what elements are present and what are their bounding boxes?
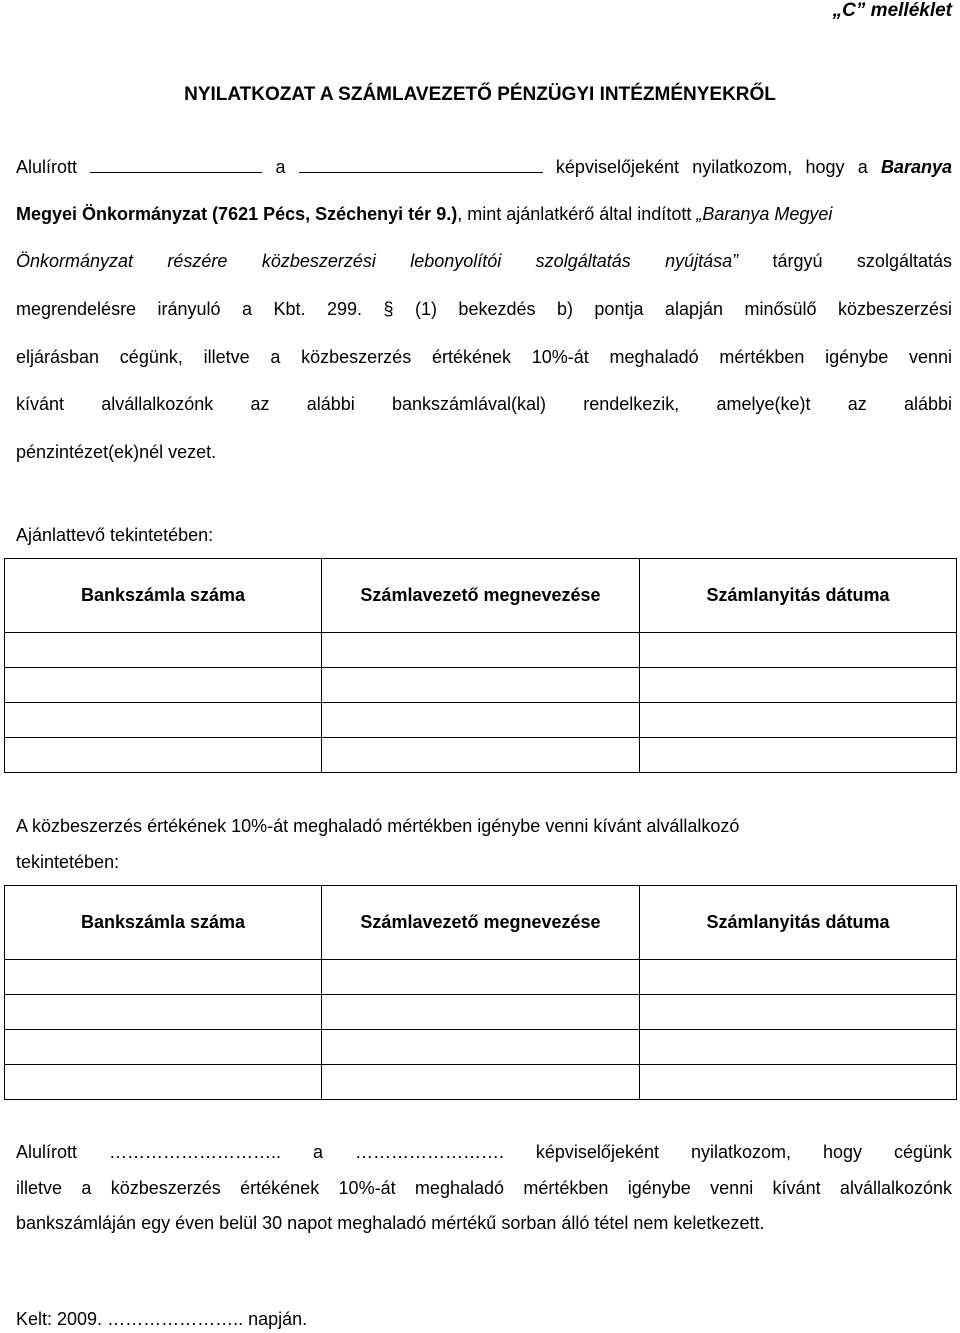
table-cell[interactable] [5, 738, 322, 773]
table-cell[interactable] [640, 960, 957, 995]
table-row [5, 1065, 957, 1100]
table-cell[interactable] [640, 703, 957, 738]
table-cell[interactable] [322, 995, 640, 1030]
table-cell[interactable] [322, 668, 640, 703]
subcontractor-bank-table [4, 885, 957, 1100]
table-cell[interactable] [5, 633, 322, 668]
table-cell[interactable] [322, 960, 640, 995]
column-opening-date: Számlanyitás dátuma [640, 559, 957, 633]
company-blank [299, 154, 543, 173]
representative-text: képviselőjeként nyilatkozom, hogy a [555, 157, 868, 177]
table-row [5, 995, 957, 1030]
declaration-line-7: pénzintézet(ek)nél vezet. [16, 442, 217, 462]
line2-text: , mint ajánlatkérő által indított [457, 204, 697, 224]
table-cell[interactable] [640, 995, 957, 1030]
closing-line-1: Alulírott ……………………….. a ……………………. képviselőjeként nyilatkozom, hogy cégünk [16, 1142, 952, 1162]
table-cell[interactable] [5, 995, 322, 1030]
section2-heading-line-2: tekintetében: [16, 852, 120, 872]
table-cell[interactable] [5, 668, 322, 703]
declaration-line-2 [16, 202, 952, 226]
table-cell[interactable] [322, 738, 640, 773]
section1-heading: Ajánlattevő tekintetében: [16, 525, 214, 545]
table-cell[interactable] [640, 633, 957, 668]
declaration-line-1 [16, 154, 952, 178]
declaration-line-5: eljárásban cégünk, illetve a közbeszerzés értékének 10%-át meghaladó mértékben igénybe venni [16, 347, 952, 367]
table-row [5, 703, 957, 738]
project-title-part1: „Baranya Megyei [696, 204, 833, 224]
table-row [5, 960, 957, 995]
table-row [5, 633, 957, 668]
table-row [5, 738, 957, 773]
column-bank-name: Számlavezető megnevezése [322, 886, 640, 960]
table-cell[interactable] [322, 1065, 640, 1100]
contracting-authority: Megyei Önkormányzat (7621 Pécs, Széchenyi tér 9.) [16, 204, 458, 224]
table-row [5, 668, 957, 703]
bidder-bank-table [4, 558, 957, 773]
table-header-row [5, 559, 957, 633]
column-account-number: Bankszámla száma [5, 559, 322, 633]
table-cell[interactable] [640, 738, 957, 773]
section2-heading-line-1: A közbeszerzés értékének 10%-át meghaladó mértékben igénybe venni kívánt alvállalkozó [16, 816, 740, 836]
column-bank-name: Számlavezető megnevezése [322, 559, 640, 633]
declaration-line-6: kívánt alvállalkozónk az alábbi bankszámlával(kal) rendelkezik, amelye(ke)t az alábbi [16, 394, 952, 414]
column-account-number: Bankszámla száma [5, 886, 322, 960]
table-cell[interactable] [322, 633, 640, 668]
declaration-line-4: megrendelésre irányuló a Kbt. 299. § (1) bekezdés b) pontja alapján minősülő közbeszerzési [16, 299, 952, 319]
table-cell[interactable] [640, 1030, 957, 1065]
closing-line-2: illetve a közbeszerzés értékének 10%-át meghaladó mértékben igénybe venni kívánt alvállalkozónk [16, 1178, 952, 1198]
name-blank [90, 154, 262, 173]
table-cell[interactable] [5, 1065, 322, 1100]
table-cell[interactable] [322, 703, 640, 738]
alulirott-text: Alulírott [16, 157, 78, 177]
table-header-row [5, 886, 957, 960]
column-opening-date: Számlanyitás dátuma [640, 886, 957, 960]
annex-label: „C” melléklet [832, 0, 952, 21]
signature-date: Kelt: 2009. ………………….. napján. [16, 1309, 308, 1329]
table-cell[interactable] [5, 1030, 322, 1065]
table-cell[interactable] [322, 1030, 640, 1065]
closing-line-3: bankszámláján egy éven belül 30 napot meghaladó mértékű sorban álló tétel nem keletkezett. [16, 1213, 765, 1233]
line3-text: tárgyú szolgáltatás [738, 251, 952, 271]
table-row [5, 1030, 957, 1065]
project-title-part2: Önkormányzat részére közbeszerzési lebonyolítói szolgáltatás nyújtása” [16, 251, 739, 271]
a-text: a [275, 157, 286, 177]
table-cell[interactable] [5, 703, 322, 738]
declaration-line-3 [16, 249, 952, 273]
table-cell[interactable] [640, 1065, 957, 1100]
baranya-text: Baranya [880, 157, 952, 177]
table-cell[interactable] [640, 668, 957, 703]
document-title: NYILATKOZAT A SZÁMLAVEZETŐ PÉNZÜGYI INTÉZMÉNYEKRŐL [184, 84, 776, 105]
table-cell[interactable] [5, 960, 322, 995]
